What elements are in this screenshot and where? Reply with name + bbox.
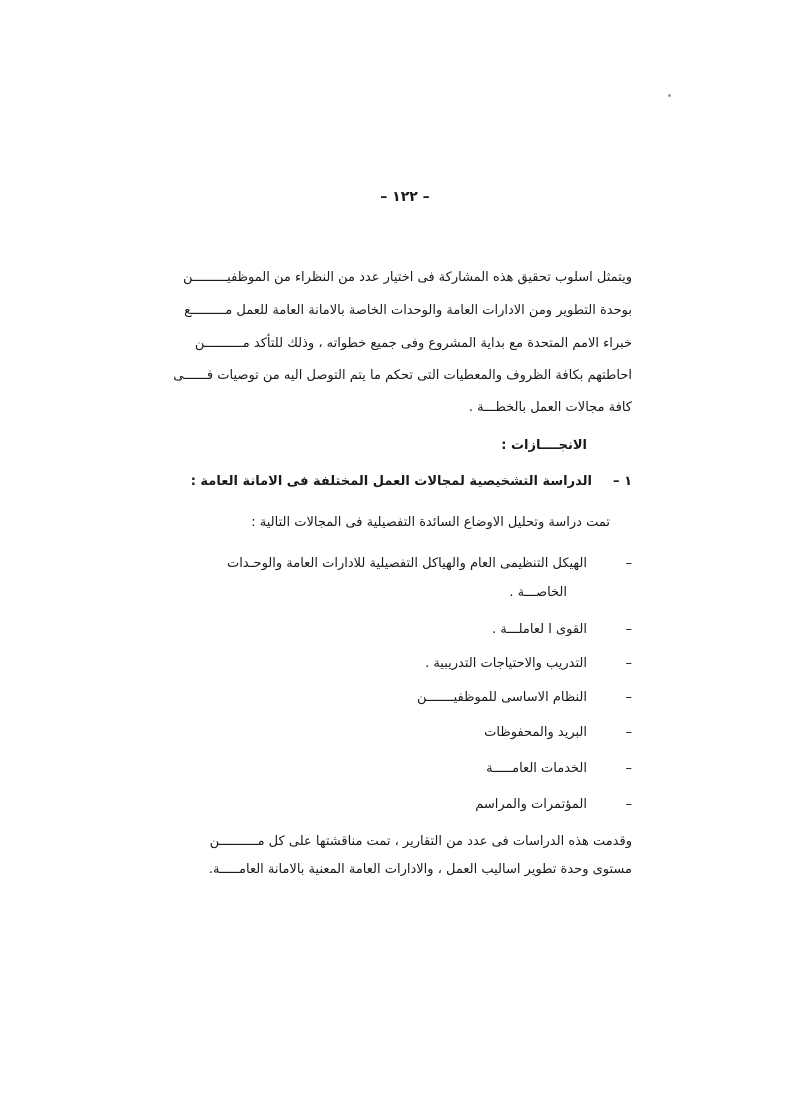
list-item: [162, 761, 632, 776]
bullet-dash: –: [625, 656, 632, 671]
list-item: [162, 797, 632, 812]
list-item: [162, 690, 632, 705]
bullet-text: المؤتمرات والمراسم: [475, 797, 587, 812]
bullet-text: القوى ا لعاملـــة .: [491, 622, 587, 637]
paragraph-1-line: كافة مجالات العمل بالخطـــة .: [468, 400, 632, 415]
section-1-heading: [191, 474, 632, 489]
bullet-text: النظام الاساسى للموظفيـــــــن: [417, 690, 587, 705]
section-1-title: الدراسة التشخيصية لمجالات العمل المختلفة فى الامانة العامة :: [190, 474, 592, 489]
bullet-text: التدريب والاحتياجات التدريبية .: [425, 656, 587, 671]
bullet-text: الهيكل التنظيمى العام والهياكل التفصيلية للادارات العامة والوحـدات: [227, 556, 587, 571]
bullet-dash: –: [625, 556, 632, 571]
bullet-text: البريد والمحفوظات: [484, 725, 587, 740]
paragraph-2-line: مستوى وحدة تطوير اساليب العمل ، والادارات العامة المعنية بالامانة العامـــــة.: [208, 862, 632, 877]
list-item: [162, 725, 632, 740]
achievements-heading: الانجــــازات :: [501, 438, 587, 453]
bullet-continuation: الخاصـــة .: [509, 585, 567, 600]
scan-speck: [668, 94, 671, 97]
intro-text: تمت دراسة وتحليل الاوضاع السائدة التفصيلية فى المجالات التالية :: [251, 515, 610, 530]
list-item: [162, 656, 632, 671]
paragraph-1-line: بوحدة التطوير ومن الادارات العامة والوحدات الخاصة بالامانة العامة للعمل مـــــــــع: [184, 303, 632, 318]
list-item: [162, 622, 632, 637]
bullet-dash: –: [625, 761, 632, 776]
paragraph-1-line: احاطتهم بكافة الظروف والمعطيات التى تحكم ما يتم التوصل اليه من توصيات فــــــى: [173, 368, 632, 383]
bullet-dash: –: [625, 797, 632, 812]
paragraph-2-line: وقدمت هذه الدراسات فى عدد من التقارير ، تمت مناقشتها على كل مــــــــــن: [209, 834, 632, 849]
paragraph-1-line: خبراء الامم المتحدة مع بداية المشروع وفى جميع خطواته ، وذلك للتأكد مــــــــــن: [194, 336, 632, 351]
bullet-dash: –: [625, 622, 632, 637]
section-1-number: ١ –: [613, 474, 632, 489]
bullet-dash: –: [625, 690, 632, 705]
page-number: – ١٢٢ –: [380, 189, 430, 205]
bullet-text: الخدمات العامـــــة: [486, 761, 587, 776]
bullet-dash: –: [625, 725, 632, 740]
paragraph-1-line: ويتمثل اسلوب تحقيق هذه المشاركة فى اختيار عدد من النظراء من الموظفيـــــــــن: [183, 270, 632, 285]
list-item: [162, 556, 632, 571]
